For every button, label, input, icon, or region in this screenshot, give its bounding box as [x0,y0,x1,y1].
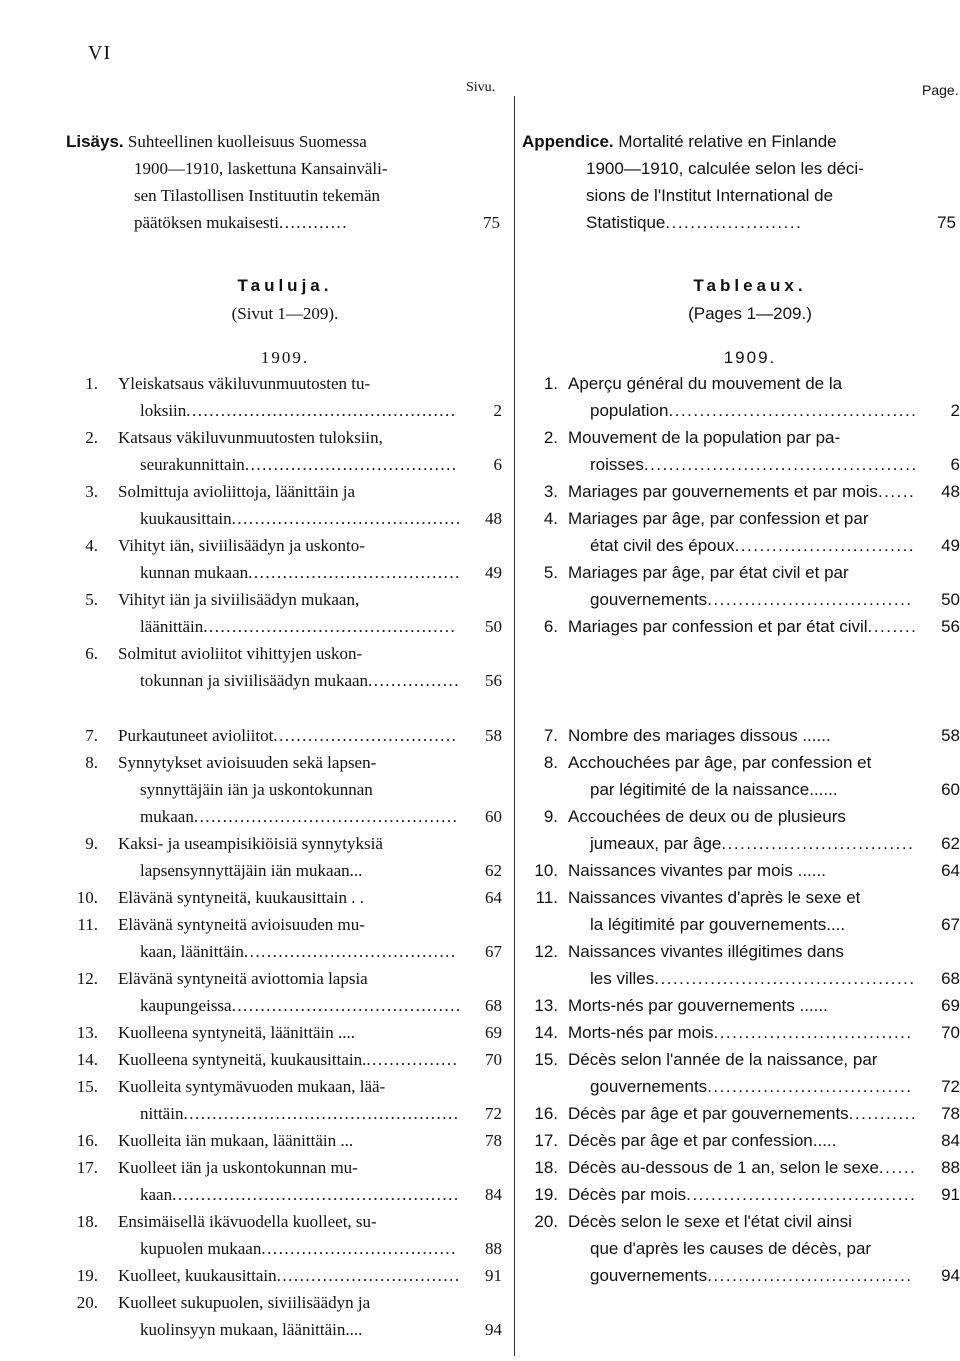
entry-text: Décès par âge et par gouvernements [568,1104,849,1123]
entry-page: 62 [941,834,960,853]
entry-page: 69 [941,996,960,1015]
leader-dots: ............................. [734,536,916,555]
entry-text: kunnan mukaan [140,563,249,582]
entry-page: 94 [941,1266,960,1285]
entry-number: 15. [534,1050,558,1069]
entry-text: Acchouchées par âge, par confession et [568,753,872,772]
entry-page: 56 [941,617,960,636]
entry-text: Kuolleet, kuukausittain [118,1266,277,1285]
entry-text: gouvernements [590,590,708,609]
entry-text: Naissances vivantes d'après le sexe et [568,888,861,907]
entry-text: que d'après les causes de décès, par [590,1239,872,1258]
entry-number: 4. [85,536,98,555]
section-subtitle-fi: (Sivut 1—209). [231,304,339,323]
entry-number: 18. [76,1212,98,1231]
entry-text: Aperçu général du mouvement de la [568,374,843,393]
entry-text: Kuolleena syntyneitä, kuukausittain. [118,1050,367,1069]
entry-number: 10. [534,861,558,880]
entry-text: läänittäin [140,617,204,636]
section-year-fi: 1909. [260,348,310,367]
entry-page: 58 [485,726,502,745]
entry-page: 60 [941,780,960,799]
entry-text: Vihityt iän, siviilisäädyn ja uskonto- [118,536,365,555]
entry-page: 84 [941,1131,960,1150]
entry-number: 12. [534,942,558,961]
entry-page: 49 [941,536,960,555]
entry-text: gouvernements [590,1077,708,1096]
appendix-fi-line: Suhteellinen kuolleisuus Suomessa [127,132,367,151]
entry-number: 1. [543,374,558,393]
entry-page: 6 [493,455,502,474]
appendix-fr-label: Appendice. [522,132,614,151]
entry-number: 14. [76,1050,98,1069]
entry-text: Yleiskatsaus väkiluvunmuutosten tu- [118,374,371,393]
entry-text: Elävänä syntyneitä avioisuuden mu- [118,915,365,934]
entry-text: la légitimité par gouvernements.... [590,915,846,934]
entry-text: Katsaus väkiluvunmuutosten tuloksiin, [118,428,383,447]
entry-number: 2. [85,428,98,447]
entry-page: 2 [493,401,502,420]
entry-page: 60 [485,807,502,826]
entry-text: kuolinsyyn mukaan, läänittäin.... [140,1320,363,1339]
leader-dots: ..................................... [686,1185,917,1204]
entry-text: Mariages par confession et par état civil [568,617,868,636]
entry-page: 68 [941,969,960,988]
entry-page: 64 [941,861,960,880]
entry-text: mukaan [140,807,194,826]
entry-text: Vihityt iän ja siviilisäädyn mukaan, [118,590,360,609]
appendix-fi-page: 75 [483,213,500,232]
leader-dots: .................................. [261,1239,457,1258]
column-divider [514,96,515,1356]
entry-text: gouvernements [590,1266,708,1285]
entry-text: kaan, läänittäin [140,942,244,961]
leader-dots: ................................................ [183,1104,460,1123]
entry-text: état civil des époux [590,536,735,555]
entry-text: jumeaux, par âge [590,834,722,853]
entry-number: 7. [543,726,558,745]
leader-dots: ..................................... [244,455,458,474]
entry-text: Kuolleita iän mukaan, läänittäin ... [118,1131,354,1150]
leader-dots: ................................ [276,1266,461,1285]
entry-page: 56 [485,671,502,690]
entry-text: loksiin [140,401,187,420]
appendix-fr-line: sions de l'Institut International de [586,186,834,205]
entry-text: Kuolleet sukupuolen, siviilisäädyn ja [118,1293,371,1312]
leader-dots: ...................... [665,213,803,232]
entry-text: roisses [590,455,644,474]
entry-number: 11. [535,888,558,907]
entry-text: Solmittuja avioliittoja, läänittäin ja [118,482,356,501]
appendix-fr-line: 1900—1910, calculée selon les déci- [586,159,864,178]
entry-number: 19. [534,1185,558,1204]
entry-page: 64 [485,888,502,907]
entry-text: Kuolleet iän ja uskontokunnan mu- [118,1158,358,1177]
entry-number: 20. [76,1293,98,1312]
entry-number: 20. [534,1212,558,1231]
entry-text: lapsensynnyttäjäin iän mukaan... [140,861,363,880]
leader-dots: ............................................ [203,617,457,636]
leader-dots: ................................ [713,1023,913,1042]
entry-page: 78 [485,1131,502,1150]
appendix-fr-page: 75 [937,213,956,232]
entry-page: 91 [485,1266,502,1285]
entry-text: Décès au-dessous de 1 an, selon le sexe [568,1158,879,1177]
leader-dots: .............................................. [193,807,459,826]
entry-text: Accouchées de deux ou de plusieurs [568,807,846,826]
entry-text: Décès par mois [568,1185,687,1204]
entry-text: Kaksi- ja useampisikiöisiä synnytyksiä [118,834,383,853]
entry-page: 70 [941,1023,960,1042]
leader-dots: ............ [278,213,348,232]
entry-text: Ensimäisellä ikävuodella kuolleet, su- [118,1212,377,1231]
entry-number: 1. [85,374,98,393]
leader-dots: .......................................... [654,969,916,988]
leader-dots: ...... [878,1158,917,1177]
entry-number: 11. [77,915,98,934]
leader-dots: ..................................... [248,563,461,582]
leader-dots: ........... [848,1104,918,1123]
entry-number: 13. [534,996,558,1015]
entry-number: 6. [85,644,98,663]
section-title-fi: Tauluja. [237,276,333,295]
entry-page: 62 [485,861,502,880]
entry-page: 72 [485,1104,502,1123]
entry-text: Décès par âge et par confession..... [568,1131,837,1150]
entry-number: 16. [534,1104,558,1123]
entry-number: 17. [534,1131,558,1150]
entry-text: kaan [140,1185,173,1204]
appendix-fr-line: Mortalité relative en Finlande [618,132,837,151]
entry-number: 14. [534,1023,558,1042]
section-subtitle-fr: (Pages 1—209.) [688,304,812,323]
entry-text: Mariages par gouvernements et par mois [568,482,878,501]
entry-page: 70 [485,1050,502,1069]
entry-page: 50 [485,617,502,636]
leader-dots: ...... [877,482,916,501]
entry-text: Naissances vivantes par mois ...... [568,861,826,880]
entry-page: 69 [485,1023,502,1042]
entry-text: Elävänä syntyneitä aviottomia lapsia [118,969,368,988]
entry-number: 5. [543,563,558,582]
entry-page: 68 [485,996,502,1015]
leader-dots: ................................ [273,726,458,745]
entry-number: 7. [85,726,98,745]
entry-number: 2. [543,428,558,447]
entry-page: 67 [485,942,502,961]
leader-dots: ........................................ [231,996,462,1015]
entry-number: 8. [85,753,98,772]
entry-number: 18. [534,1158,558,1177]
column-header-right: Page. [922,82,959,98]
entry-text: kaupungeissa [140,996,232,1015]
entry-number: 5. [85,590,98,609]
entry-page: 78 [941,1104,960,1123]
entry-number: 19. [76,1266,98,1285]
leader-dots: ................ [366,1050,459,1069]
page-number: VI [88,42,112,64]
entry-text: Morts-nés par mois [568,1023,714,1042]
entry-text: Décès selon le sexe et l'état civil ainsi [568,1212,852,1231]
entry-text: population [590,401,669,420]
entry-page: 48 [485,509,502,528]
entry-page: 58 [941,726,960,745]
section-year-fr: 1909. [723,348,777,367]
leader-dots: ........................................ [231,509,462,528]
entry-page: 88 [485,1239,502,1258]
entry-number: 10. [76,888,98,907]
entry-page: 2 [950,401,960,420]
entry-text: synnyttäjäin iän ja uskontokunnan [140,780,373,799]
entry-number: 4. [543,509,558,528]
leader-dots: .................................................. [172,1185,460,1204]
appendix-fi-line: päätöksen mukaisesti [134,213,279,232]
entry-number: 17. [76,1158,98,1177]
entry-number: 8. [543,753,558,772]
entry-text: Mouvement de la population par pa- [568,428,841,447]
entry-text: Kuolleita syntymävuoden mukaan, lää- [118,1077,386,1096]
entry-text: Naissances vivantes illégitimes dans [568,942,844,961]
leader-dots: ............................... [721,834,915,853]
entry-number: 16. [76,1131,98,1150]
entry-text: kupuolen mukaan [140,1239,262,1258]
appendix-fi-label: Lisäys. [66,132,124,151]
appendix-fr-line: Statistique [586,213,666,232]
leader-dots: ............................................... [186,401,457,420]
section-title-fr: Tableaux. [693,276,807,295]
column-header-left: Sivu. [466,80,496,95]
entry-number: 15. [76,1077,98,1096]
entry-text: Synnytykset avioisuuden sekä lapsen- [118,753,377,772]
entry-number: 3. [85,482,98,501]
entry-number: 6. [543,617,558,636]
entry-page: 88 [941,1158,960,1177]
entry-text: Mariages par âge, par confession et par [568,509,869,528]
entry-text: par légitimité de la naissance...... [590,780,838,799]
entry-text: les villes [590,969,655,988]
leader-dots: ................................. [707,1266,913,1285]
leader-dots: ............................................ [643,455,918,474]
entry-text: kuukausittain [140,509,232,528]
entry-page: 94 [485,1320,502,1339]
entry-page: 6 [950,455,960,474]
entry-page: 49 [485,563,502,582]
entry-text: Mariages par âge, par état civil et par [568,563,849,582]
entry-number: 12. [76,969,98,988]
leader-dots: ........ [867,617,918,636]
entry-text: Nombre des mariages dissous ...... [568,726,831,745]
leader-dots: ................ [368,671,461,690]
entry-text: seurakunnittain [140,455,245,474]
entry-text: nittäin [140,1104,184,1123]
leader-dots: ................................. [707,590,913,609]
appendix-fi-line: sen Tilastollisen Instituutin tekemän [134,186,381,205]
entry-text: Morts-nés par gouvernements ...... [568,996,828,1015]
entry-text: Elävänä syntyneitä, kuukausittain . . [118,888,364,907]
entry-text: tokunnan ja siviilisäädyn mukaan [140,671,369,690]
appendix-fi-line: 1900—1910, laskettuna Kansainväli- [134,159,388,178]
entry-page: 48 [941,482,960,501]
entry-text: Purkautuneet avioliitot [118,726,274,745]
leader-dots: ........................................ [668,401,918,420]
entry-number: 9. [543,807,558,826]
leader-dots: ..................................... [243,942,457,961]
entry-page: 91 [941,1185,960,1204]
entry-page: 84 [485,1185,502,1204]
entry-text: Solmitut avioliitot vihittyjen uskon- [118,644,363,663]
entry-text: Kuolleena syntyneitä, läänittäin .... [118,1023,355,1042]
leader-dots: ................................. [707,1077,913,1096]
entry-page: 72 [941,1077,960,1096]
entry-number: 13. [76,1023,98,1042]
entry-page: 50 [941,590,960,609]
entry-number: 3. [543,482,558,501]
entry-page: 67 [941,915,960,934]
entry-text: Décès selon l'année de la naissance, par [568,1050,878,1069]
entry-number: 9. [85,834,98,853]
